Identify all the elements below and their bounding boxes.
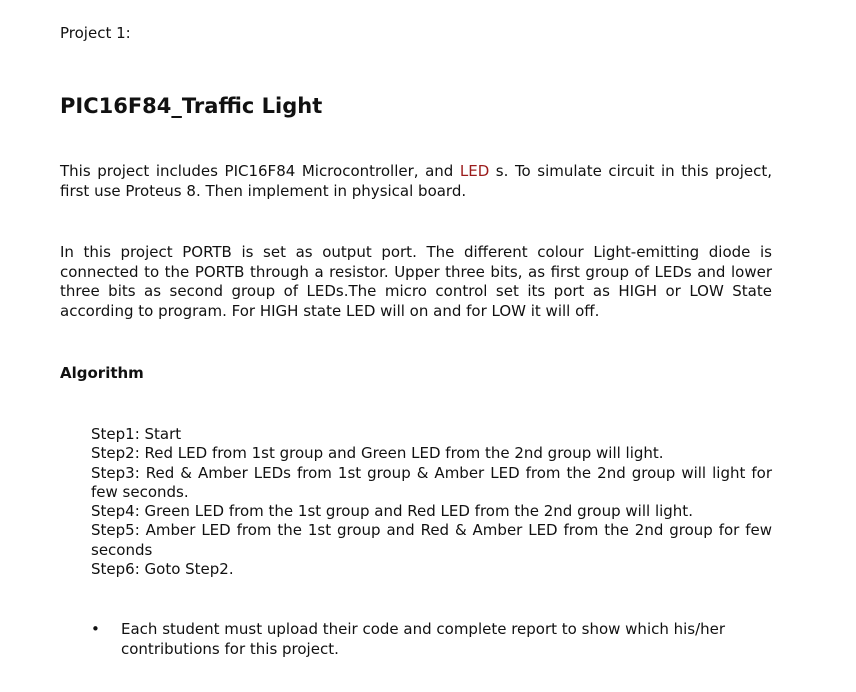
algorithm-step: Step6: Goto Step2.: [91, 560, 234, 579]
description-paragraph: In this project PORTB is set as output port. The different colour Light-emitting diode is connected to the PORTB through a resistor. Upper three bits, as first group of LEDs and lower three bits as second group of LEDs.The micro control set its port as HIGH or LOW State according to program. For HIGH state LED will on and for LOW it will off.: [60, 243, 772, 320]
bullet-icon: •: [91, 620, 100, 638]
algorithm-step: Step5: Amber LED from the 1st group and Red & Amber LED from the 2nd group for few seconds: [91, 521, 772, 559]
algorithm-steps: [91, 425, 772, 579]
project-label: Project 1:: [60, 24, 131, 42]
algorithm-step: Step4: Green LED from the 1st group and Red LED from the 2nd group will light.: [91, 502, 693, 521]
algorithm-step: Step3: Red & Amber LEDs from 1st group & Amber LED from the 2nd group will light for few seconds.: [91, 463, 772, 501]
intro-text-before: This project includes PIC16F84 Microcontroller, and: [60, 162, 460, 180]
intro-paragraph: [60, 162, 772, 201]
algorithm-heading: Algorithm: [60, 364, 144, 382]
algorithm-step: Step1: Start: [91, 425, 182, 443]
bullet-item: Each student must upload their code and complete report to show which his/her contributions for this project.: [121, 620, 726, 658]
intro-text-after: s. To simulate circuit in this project, first use Proteus 8. Then implement in physical board.: [60, 162, 772, 200]
led-highlight: LED: [459, 162, 490, 180]
page-title: PIC16F84_Traffic Light: [60, 94, 323, 118]
algorithm-step: Step2: Red LED from 1st group and Green LED from the 2nd group will light.: [91, 444, 664, 463]
